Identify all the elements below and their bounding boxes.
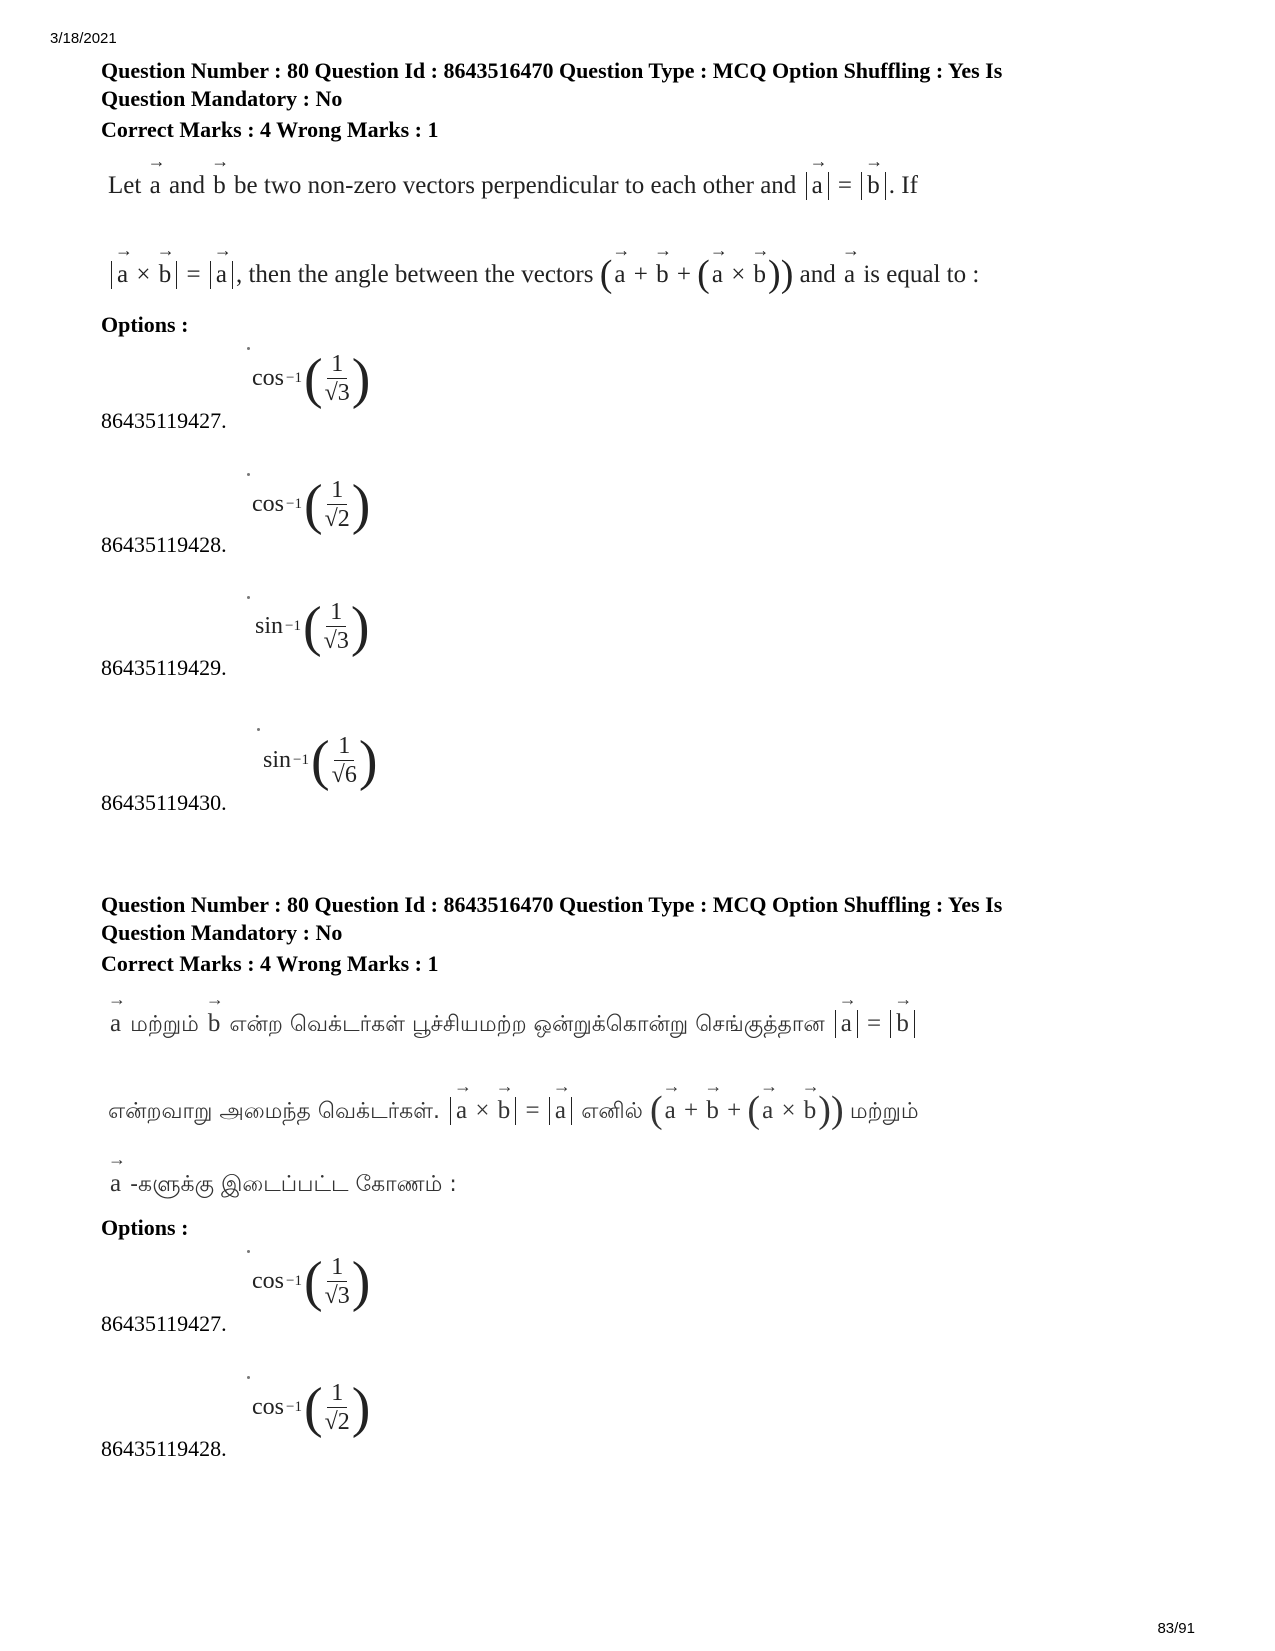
option-formula: sin −1 ( $\frac{1}{√3}$ ) xyxy=(255,595,370,658)
option-formula: cos −1 ( $\frac{1}{√2}$ ) xyxy=(252,1376,371,1439)
option-formula: cos −1 ( $\frac{1}{√2}$ ) xyxy=(252,473,371,536)
option-id: 86435119427. xyxy=(101,1311,227,1336)
magnitude-a: → a xyxy=(806,172,829,200)
question-header-line1: Question Number : 80 Question Id : 8643516470 Question Type : MCQ Option Shuffling : Yes Is xyxy=(101,892,1003,917)
option-formula: cos −1 ( $\frac{1}{√3}$ ) xyxy=(252,1250,371,1313)
page-number: 83/91 xyxy=(1157,1620,1195,1637)
question-text-line3: → a -களுக்கு இடைப்பட்ட கோணம் : xyxy=(108,1149,457,1197)
arrow-icon: → xyxy=(147,151,166,171)
vector-a: → a xyxy=(147,151,166,199)
option-id: 86435119429. xyxy=(101,655,227,680)
question-text-line1: Let → a and → b be two non-zero vectors perpendicular to each other and → a = → b . If xyxy=(108,151,918,199)
marks-line: Correct Marks : 4 Wrong Marks : 1 xyxy=(101,951,439,976)
option-id: 86435119430. xyxy=(101,790,227,815)
marks-line: Correct Marks : 4 Wrong Marks : 1 xyxy=(101,117,439,142)
question-text-line2: என்றவாறு அமைந்த வெக்டர்கள். → a × → b = → a எனில் ( → a + → b + ( → a × → b)) மற்றும் xyxy=(108,1076,919,1131)
option-id: 86435119427. xyxy=(101,408,227,433)
question-header xyxy=(101,891,1201,947)
question-word: and xyxy=(168,172,206,199)
question-word: Let xyxy=(108,172,142,199)
option-formula: cos −1 ( $\frac{1}{√3}$ ) xyxy=(252,347,371,410)
question-header-line1: Question Number : 80 Question Id : 8643516470 Question Type : MCQ Option Shuffling : Yes Is xyxy=(101,58,1003,83)
option-formula: sin −1 ( $\frac{1}{√6}$ ) xyxy=(263,729,378,792)
magnitude-cross: → a × → b xyxy=(111,261,177,289)
options-label: Options : xyxy=(101,312,189,337)
vector-b: → b xyxy=(211,151,230,199)
question-header xyxy=(101,57,1201,113)
arrow-icon: → xyxy=(211,151,230,171)
option-id: 86435119428. xyxy=(101,1436,227,1461)
question-text-line1: → a மற்றும் → b என்ற வெக்டர்கள் பூச்சியமற்ற ஒன்றுக்கொன்று செங்குத்தான → a = → b xyxy=(108,1010,1188,1040)
option-id: 86435119428. xyxy=(101,532,227,557)
question-phrase: be two non-zero vectors perpendicular to each other and xyxy=(234,172,797,199)
question-header-line2: Question Mandatory : No xyxy=(101,920,343,945)
question-text-line2: → a × → b = → a , then the angle between the vectors ( → a + → b + ( → a × → b)) and → a is equal to : xyxy=(108,252,1188,296)
magnitude-a: → a xyxy=(210,261,233,289)
print-date: 3/18/2021 xyxy=(50,30,117,47)
options-label: Options : xyxy=(101,1215,189,1240)
question-header-line2: Question Mandatory : No xyxy=(101,86,343,111)
magnitude-b: → b xyxy=(861,172,886,200)
